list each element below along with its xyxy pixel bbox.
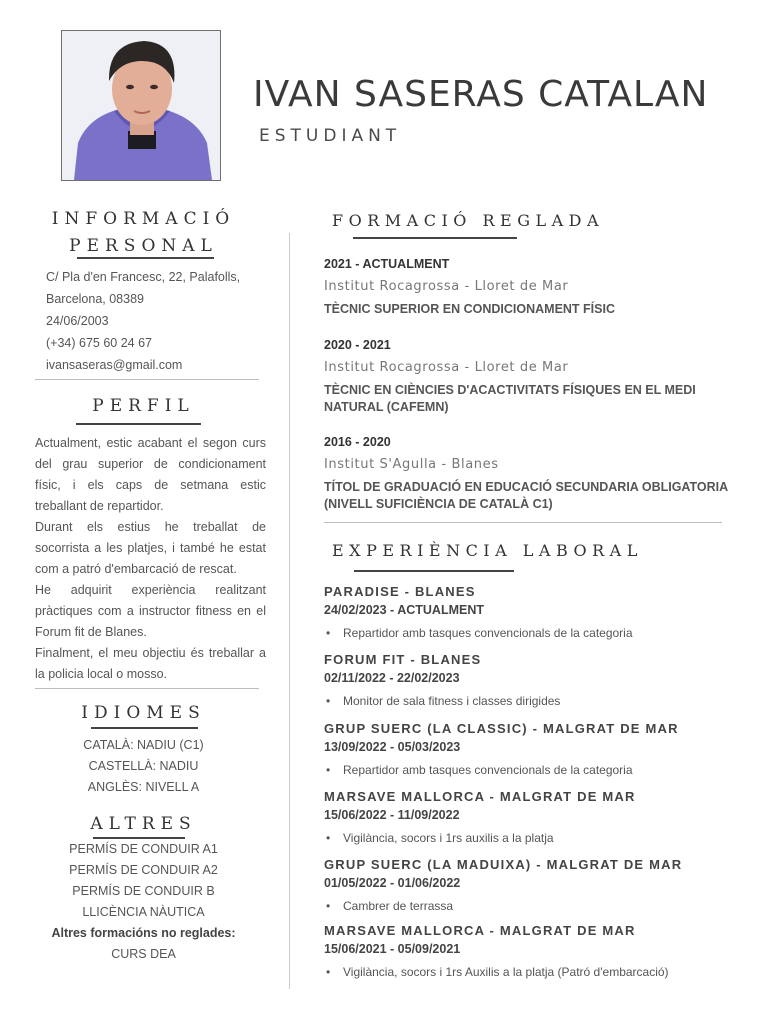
job-dates: 24/02/2023 - ACTUALMENT (324, 603, 484, 617)
education-degree: TÈCNIC SUPERIOR EN CONDICIONAMENT FÍSIC (324, 302, 615, 316)
job-dates: 13/09/2022 - 05/03/2023 (324, 740, 461, 754)
personal-info-title (35, 206, 252, 260)
personal-info-title-line1: INFORMACIÓ (51, 209, 236, 229)
job-company: GRUP SUERC (LA MADUIXA) - MALGRAT DE MAR (324, 857, 683, 872)
phone: (+34) 675 60 24 67 (46, 336, 152, 350)
education-institution: Institut S'Agulla - Blanes (324, 457, 499, 472)
languages-underline (91, 727, 198, 729)
address-line2: Barcelona, 08389 (46, 292, 144, 306)
job-dates: 15/06/2021 - 05/09/2021 (324, 942, 461, 956)
other-extra-label: Altres formacións no reglades: (51, 926, 236, 940)
address-line1: C/ Pla d'en Francesc, 22, Palafolls, (46, 270, 241, 284)
education-underline (353, 237, 517, 239)
profile-paragraph: Finalment, el meu objectiu és treballar a la policia local o mosso. (35, 646, 266, 681)
language-item: ANGLÈS: NIVELL A (87, 780, 200, 794)
job-entry (324, 720, 734, 779)
education-years: 2021 - ACTUALMENT (324, 257, 450, 271)
education-entry (324, 337, 734, 416)
education-degree (324, 479, 734, 513)
language-item: CASTELLÀ: NADIU (88, 759, 199, 773)
education-degree-line1: TÈCNIC EN CIÈNCIES D'ACACTIVITATS FÍSIQUES EN EL MEDI (324, 383, 696, 397)
profile-title: PERFIL (92, 396, 195, 416)
job-task: • Cambrer de terrassa (324, 898, 734, 915)
education-entry (324, 256, 734, 318)
job-company: PARADISE - BLANES (324, 584, 476, 599)
birthdate: 24/06/2003 (46, 314, 109, 328)
other-extra-item: CURS DEA (111, 947, 176, 961)
profile-divider (35, 688, 259, 689)
personal-info-title-line2: PERSONAL (69, 236, 218, 256)
profile-paragraph: He adquirit experiència realitzant pràctiques com a instructor fitness en el Forum fit de Blanes. (35, 583, 266, 639)
other-list (35, 839, 252, 965)
job-entry (324, 583, 734, 642)
personal-info-underline (77, 257, 214, 259)
experience-underline (354, 570, 514, 572)
education-institution: Institut Rocagrossa - Lloret de Mar (324, 279, 569, 294)
personal-divider (35, 379, 259, 380)
other-item: LLICÈNCIA NÀUTICA (82, 905, 205, 919)
language-item: CATALÀ: NADIU (C1) (83, 738, 204, 752)
profile-paragraph: Durant els estius he treballat de socorrista a les platjes, i també he estat com a patró d'embarcació de rescat. (35, 520, 266, 576)
education-entry (324, 434, 734, 513)
other-item: PERMÍS DE CONDUIR A2 (69, 863, 218, 877)
candidate-name: IVAN SASERAS CATALAN (253, 74, 709, 115)
job-entry (324, 922, 734, 981)
other-item: PERMÍS DE CONDUIR B (72, 884, 215, 898)
education-years: 2020 - 2021 (324, 338, 391, 352)
profile-text (35, 433, 266, 685)
education-degree-line2: NATURAL (CAFEMN) (324, 400, 449, 414)
education-degree (324, 382, 734, 416)
job-dates: 01/05/2022 - 01/06/2022 (324, 876, 461, 890)
education-institution: Institut Rocagrossa - Lloret de Mar (324, 360, 569, 375)
other-item: PERMÍS DE CONDUIR A1 (69, 842, 218, 856)
profile-paragraph: Actualment, estic acabant el segon curs del grau superior de condicionament físic, i els caps de setmana estic treballant de repartidor. (35, 436, 266, 513)
education-years: 2016 - 2020 (324, 435, 391, 449)
languages-list (35, 735, 252, 798)
job-dates: 02/11/2022 - 22/02/2023 (324, 671, 460, 685)
candidate-role: ESTUDIANT (259, 126, 402, 146)
job-company: FORUM FIT - BLANES (324, 652, 482, 667)
job-task: • Repartidor amb tasques convencionals de la categoria (324, 762, 734, 779)
job-company: GRUP SUERC (LA CLASSIC) - MALGRAT DE MAR (324, 721, 679, 736)
email: ivansaseras@gmail.com (46, 358, 183, 372)
job-task: • Repartidor amb tasques convencionals de la categoria (324, 625, 734, 642)
job-task: • Vigilància, socors i 1rs Auxilis a la platja (Patró d'embarcació) (324, 964, 734, 981)
job-dates: 15/06/2022 - 11/09/2022 (324, 808, 460, 822)
job-entry (324, 788, 734, 847)
contact-block (46, 266, 261, 376)
profile-underline (76, 423, 201, 425)
job-task: • Vigilància, socors i 1rs auxilis a la platja (324, 830, 734, 847)
column-divider (289, 233, 290, 989)
languages-title: IDIOMES (81, 703, 206, 723)
other-title: ALTRES (90, 814, 197, 834)
job-company: MARSAVE MALLORCA - MALGRAT DE MAR (324, 789, 636, 804)
portrait-image (62, 31, 220, 180)
education-divider (324, 522, 722, 523)
profile-photo (61, 30, 221, 181)
job-company: MARSAVE MALLORCA - MALGRAT DE MAR (324, 923, 636, 938)
education-degree-line1: TÍTOL DE GRADUACIÓ EN EDUCACIÓ SECUNDARIA OBLIGATORIA (324, 480, 729, 494)
job-entry (324, 651, 734, 710)
education-title: FORMACIÓ REGLADA (332, 211, 605, 230)
job-task: • Monitor de sala fitness i classes dirigides (324, 693, 734, 710)
experience-title: EXPERIÈNCIA LABORAL (332, 541, 643, 560)
job-entry (324, 856, 734, 915)
education-degree-line2: (NIVELL SUFICIÈNCIA DE CATALÀ C1) (324, 497, 553, 511)
